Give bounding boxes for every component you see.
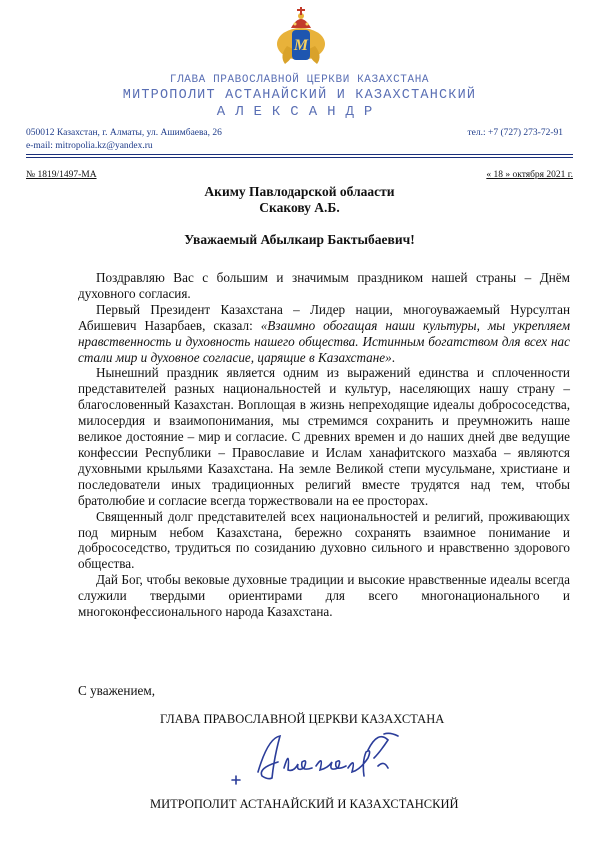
president-quote: «Взаимно обогащая наши культуры, мы укрепляем нравственность и духовность нашего общества. Истинным богатством для всех нас стали мир и духовное согласие, царящие в Казахстане»: [78, 317, 571, 365]
outgoing-number: № 1819/1497-МА: [26, 170, 97, 180]
letterhead-name: АЛЕКСАНДР: [216, 104, 383, 120]
addressee-line-2: Скакову А.Б.: [259, 200, 340, 215]
body-paragraph-2-intro: Первый Президент Казахстана – Лидер нации, многоуважаемый Нурсултан Абишевич Назарбаев, сказал:: [78, 301, 570, 333]
letterhead-phone: тел.: +7 (727) 273-72-91: [467, 128, 563, 138]
salutation: Уважаемый Абылкаир Бактыбаевич!: [184, 232, 415, 247]
body-paragraph-2-end: .: [391, 349, 396, 365]
body-paragraph-5: Дай Бог, чтобы вековые духовные традиции и высокие нравственные идеалы всегда служили твердыми ориентирами для всего многонационального и многоконфессионального народа Казахстана.: [78, 572, 570, 620]
signatory-rank: МИТРОПОЛИТ АСТАНАЙСКИЙ И КАЗАХСТАНСКИЙ: [150, 797, 459, 811]
body-paragraph-4: Священный долг представителей всех национальностей и религий, проживающих под мирным небом Казахстана, бережно сохранять взаимное понимание и добрососедство, трудиться по созиданию духовно сильного и нравственно здорового общества.: [78, 508, 570, 572]
letterhead-email: e-mail: mitropolia.kz@yandex.ru: [26, 141, 153, 151]
letter-date: « 18 » октября 2021 г.: [486, 170, 573, 180]
body-paragraph-2: [78, 302, 570, 366]
episcopal-emblem-icon: [273, 6, 329, 68]
closing: С уважением,: [78, 683, 155, 698]
signatory-title: ГЛАВА ПРАВОСЛАВНОЙ ЦЕРКВИ КАЗАХСТАНА: [160, 712, 445, 726]
svg-text:M: M: [293, 37, 309, 54]
letterhead-divider: [26, 154, 573, 155]
body-paragraph-1: Поздравляю Вас с большим и значимым праздником нашей страны – Днём духовного согласия.: [78, 270, 570, 301]
handwritten-signature: [228, 728, 418, 798]
letterhead-title: ГЛАВА ПРАВОСЛАВНОЙ ЦЕРКВИ КАЗАХСТАНА: [169, 74, 430, 86]
letterhead-address: 050012 Казахстан, г. Алматы, ул. Ашимбаева, 26: [26, 128, 222, 138]
letterhead-subtitle: МИТРОПОЛИТ АСТАНАЙСКИЙ И КАЗАХСТАНСКИЙ: [122, 88, 477, 103]
letter-body: [78, 270, 570, 620]
body-paragraph-3: Нынешний праздник является одним из выражений единства и сплоченности представителей разных национальностей и культур, населяющих нашу страну – благословенный Казахстан. Воплощая в жизнь непреходящие идеалы добрососедства, милосердия и взаимопонимания, мы стремимся сохранить и преумножить наше великое достояние – мир и согласие. С древних времен и до наших дней две ведущие конфессии Республики – Православие и Ислам ханафитского мазхаба – являются духовными крыльями Казахстана. На земле Великой степи мусульмане, христиане и последователи иных традиционных религий вместе трудятся над тем, чтобы братолюбие и согласие всегда торжествовали на ее просторах.: [78, 365, 570, 508]
addressee-line-1: Акиму Павлодарской облаасти: [204, 184, 395, 199]
letterhead-divider-2: [26, 157, 573, 158]
